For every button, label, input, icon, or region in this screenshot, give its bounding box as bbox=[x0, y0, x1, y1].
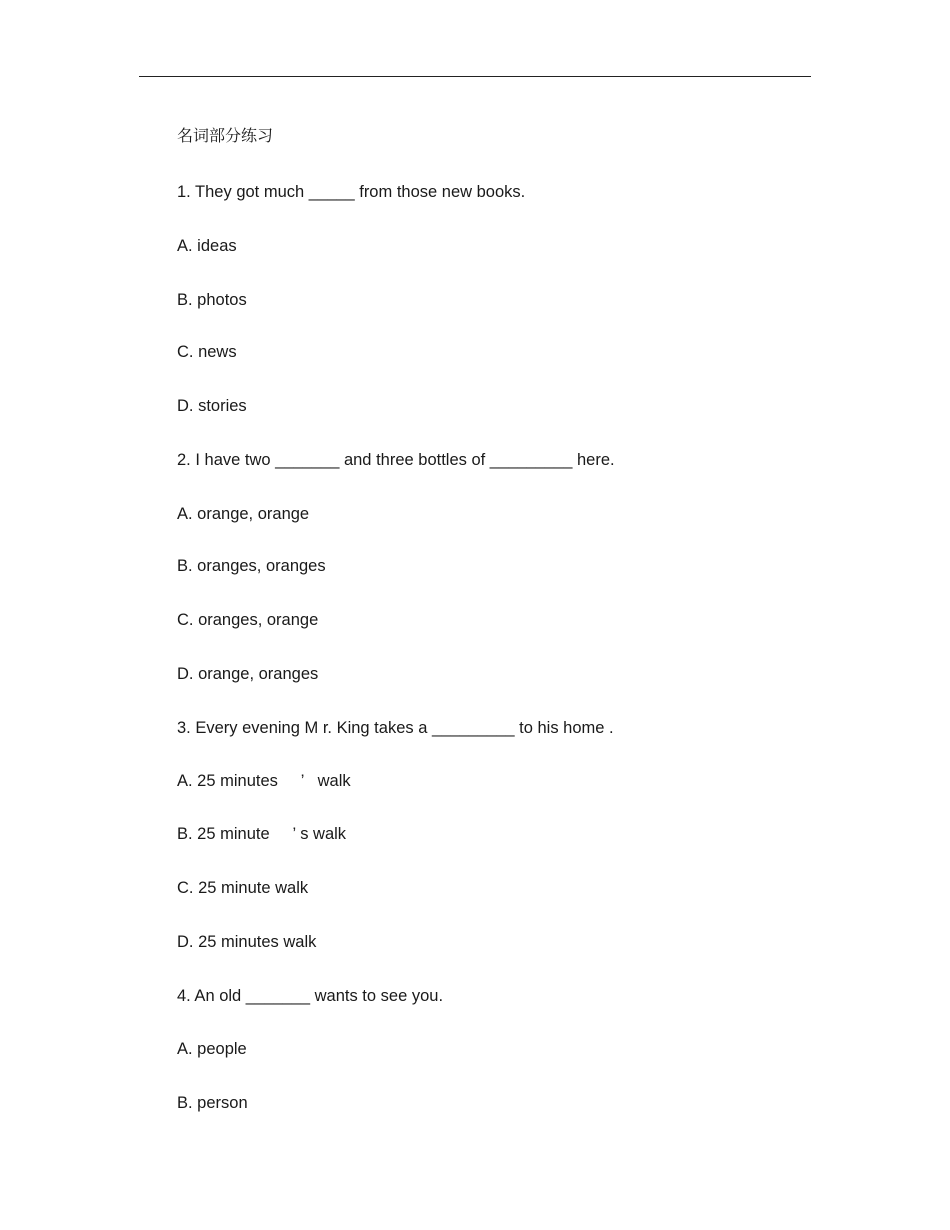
header-rule bbox=[139, 76, 811, 77]
question-1-option-c: C. news bbox=[177, 343, 237, 361]
question-1-stem: 1. They got much _____ from those new books. bbox=[177, 183, 526, 201]
question-3-option-d: D. 25 minutes walk bbox=[177, 933, 317, 951]
question-2-stem: 2. I have two _______ and three bottles of _________ here. bbox=[177, 451, 615, 469]
question-3-option-b: B. 25 minute ’ s walk bbox=[177, 825, 347, 843]
question-4-option-a: A. people bbox=[177, 1040, 247, 1058]
question-3-option-c: C. 25 minute walk bbox=[177, 879, 309, 897]
question-3-option-a: A. 25 minutes ’ walk bbox=[177, 772, 351, 790]
question-4-stem: 4. An old _______ wants to see you. bbox=[177, 987, 444, 1005]
question-1-option-a: A. ideas bbox=[177, 237, 237, 255]
question-3-stem: 3. Every evening M r. King takes a _________ to his home . bbox=[177, 719, 614, 737]
question-2-option-d: D. orange, oranges bbox=[177, 665, 319, 683]
question-4-option-b: B. person bbox=[177, 1094, 248, 1112]
question-2-option-a: A. orange, orange bbox=[177, 505, 310, 523]
question-1-option-b: B. photos bbox=[177, 291, 247, 309]
question-2-option-b: B. oranges, oranges bbox=[177, 557, 326, 575]
section-title: 名词部分练习 bbox=[177, 126, 274, 145]
question-2-option-c: C. oranges, orange bbox=[177, 611, 319, 629]
question-1-option-d: D. stories bbox=[177, 397, 247, 415]
